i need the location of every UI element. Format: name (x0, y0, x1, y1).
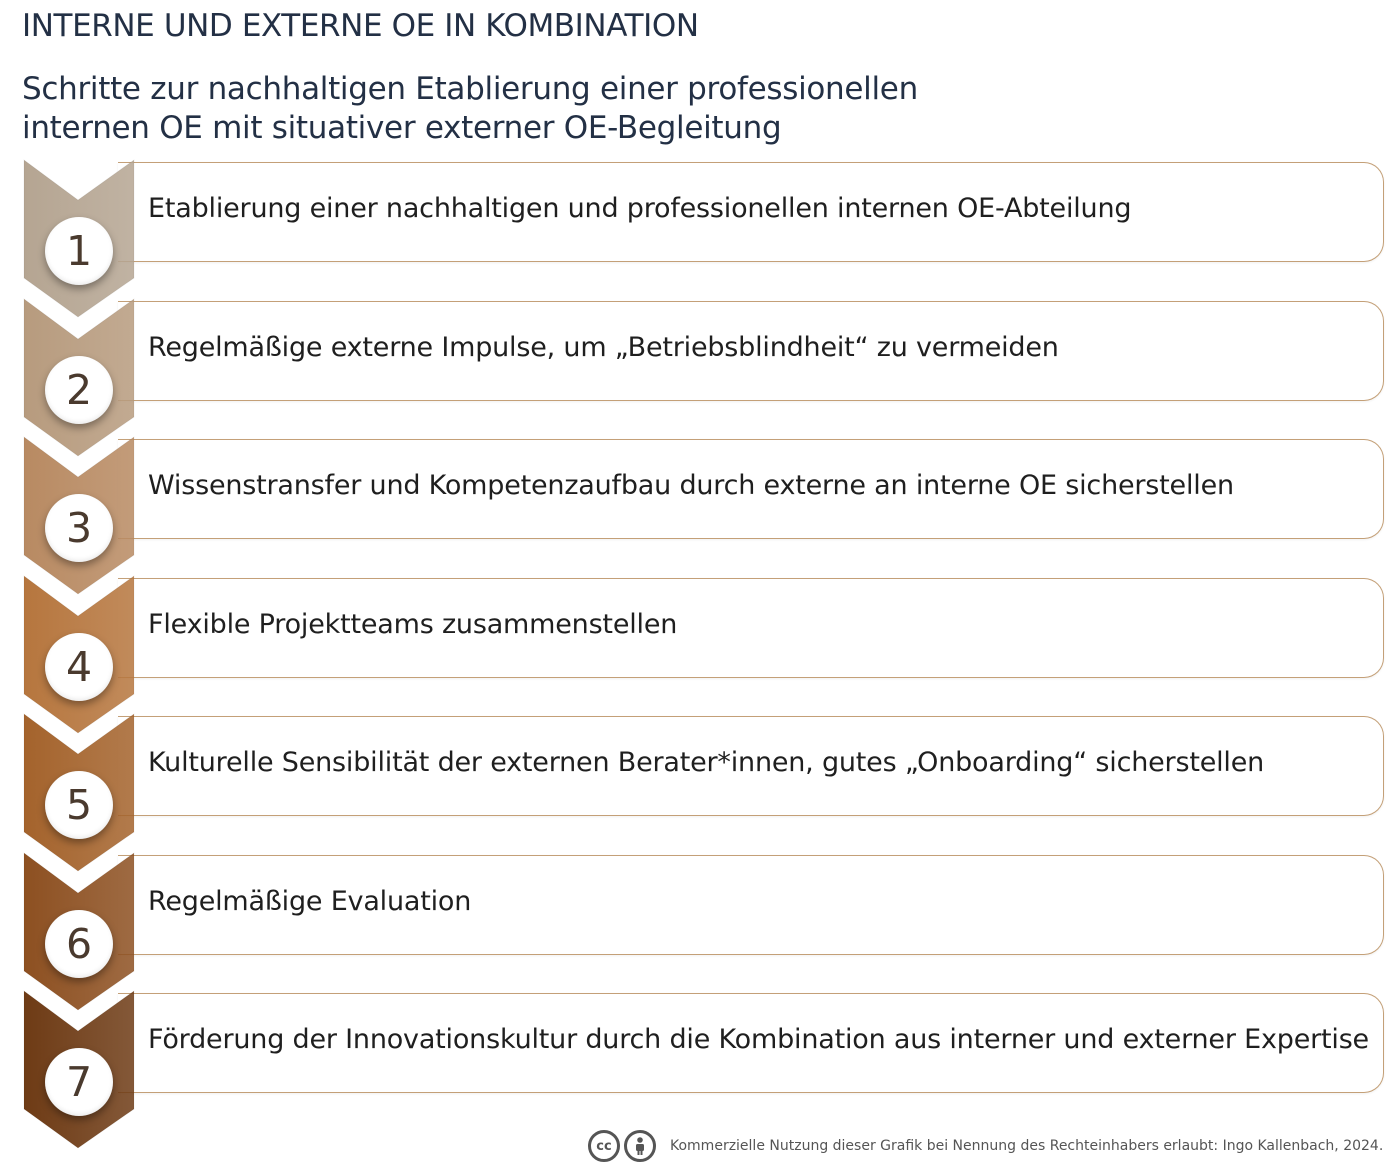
step-2 (0, 301, 1386, 461)
license-text: Kommerzielle Nutzung dieser Grafik bei Nennung des Rechteinhabers erlaubt: Ingo Kallenbach, 2024. (670, 1138, 1384, 1154)
step-text: Wissenstransfer und Kompetenzaufbau durch externe an interne OE sicherstellen (148, 470, 1234, 501)
step-number-badge: 4 (45, 633, 113, 701)
step-number-badge: 6 (45, 910, 113, 978)
subtitle-line-2: internen OE mit situativer externer OE-Begleitung (22, 110, 782, 146)
step-6 (0, 855, 1386, 1015)
license-icons (588, 1130, 656, 1162)
step-3 (0, 439, 1386, 599)
cc-icon: cc (588, 1130, 620, 1162)
step-1 (0, 162, 1386, 322)
step-number-badge: 3 (45, 494, 113, 562)
license-footer (588, 1128, 1383, 1164)
step-text: Förderung der Innovationskultur durch die Kombination aus interner und externer Expertise (148, 1024, 1369, 1055)
step-text: Regelmäßige Evaluation (148, 886, 472, 917)
subtitle-line-1: Schritte zur nachhaltigen Etablierung einer professionellen (22, 71, 918, 107)
step-text: Etablierung einer nachhaltigen und professionellen internen OE-Abteilung (148, 193, 1132, 224)
attribution-icon (624, 1130, 656, 1162)
step-4 (0, 578, 1386, 738)
step-5 (0, 716, 1386, 876)
step-text: Regelmäßige externe Impulse, um „Betriebsblindheit“ zu vermeiden (148, 332, 1059, 363)
step-number-badge: 1 (45, 217, 113, 285)
step-text: Flexible Projektteams zusammenstellen (148, 609, 678, 640)
step-number-badge: 2 (45, 356, 113, 424)
step-text: Kulturelle Sensibilität der externen Berater*innen, gutes „Onboarding“ sicherstellen (148, 747, 1265, 778)
page-title: INTERNE UND EXTERNE OE IN KOMBINATION (22, 8, 699, 44)
page-subtitle (22, 70, 918, 148)
step-number-badge: 5 (45, 771, 113, 839)
step-number-badge: 7 (45, 1048, 113, 1116)
